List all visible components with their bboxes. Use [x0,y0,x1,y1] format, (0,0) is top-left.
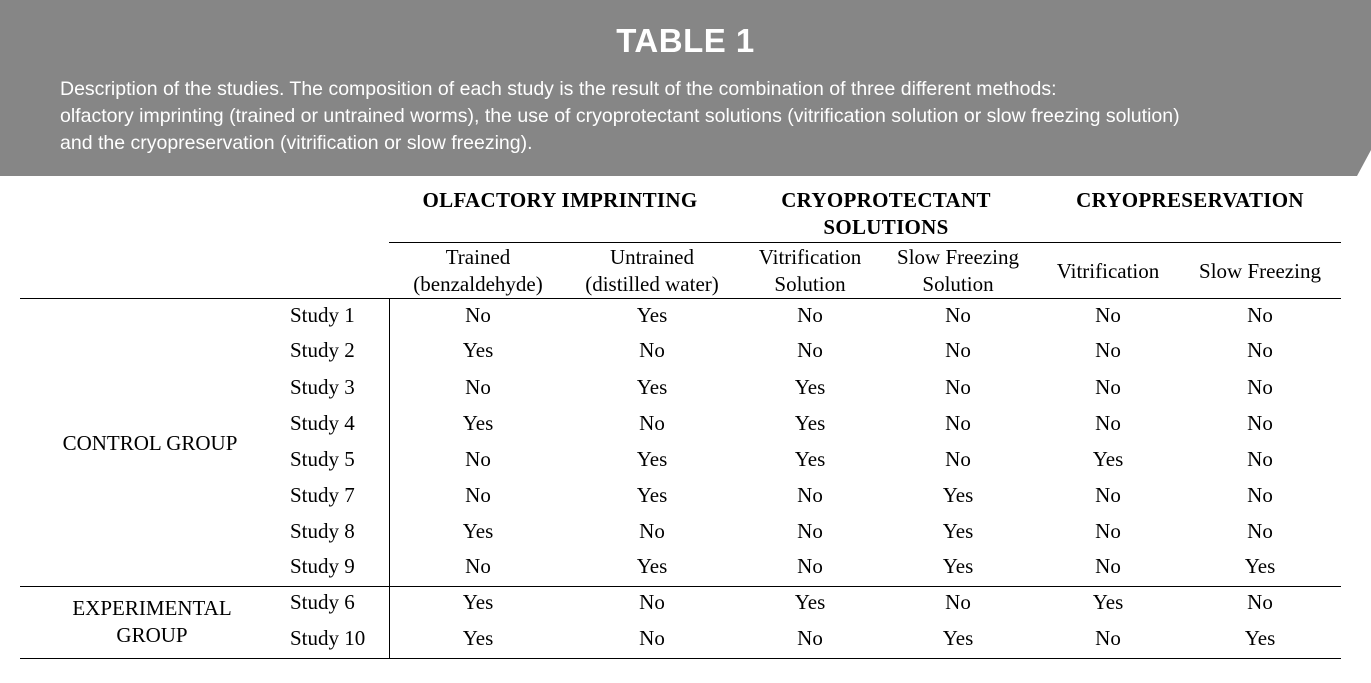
study-label: Study 5 [290,447,355,471]
banner-corner-notch [1357,150,1371,176]
table-cell: Yes [942,554,974,578]
table-cell: No [1095,554,1121,578]
table-cell: Yes [1244,554,1276,578]
column-header-vitrification-solution [742,244,878,298]
header-cryoprotectant-solutions [740,187,1032,241]
table-cell: No [1247,338,1273,362]
study-label: Study 8 [290,519,355,543]
table-cell: No [797,303,823,327]
table-cell: No [1095,375,1121,399]
table-cell: No [945,303,971,327]
table-cell: Yes [794,590,826,614]
table-cell: Yes [636,483,668,507]
table-cell: No [1247,303,1273,327]
header-line: (benzaldehyde) [413,272,543,296]
table-cell: No [1095,519,1121,543]
table-cell: No [797,554,823,578]
table-cell: No [1095,338,1121,362]
header-line: Slow Freezing [897,245,1019,269]
table-cell: No [639,626,665,650]
table-cell: Yes [462,338,494,362]
group-label-control: CONTROL GROUP [62,431,238,455]
table-cell: No [945,590,971,614]
table-cell: No [797,519,823,543]
study-label: Study 10 [290,626,366,650]
table-cell: No [1247,375,1273,399]
header-line: (distilled water) [585,272,719,296]
study-label: Study 6 [290,590,355,614]
table-cell: No [465,483,491,507]
table-caption [60,76,1350,157]
title-banner [0,0,1371,176]
study-label: Study 2 [290,338,355,362]
header-line: Solution [774,272,846,296]
table-cell: No [797,626,823,650]
table-cell: Yes [462,590,494,614]
table-cell: Yes [1244,626,1276,650]
group-label-experimental [40,595,264,649]
study-label: Study 9 [290,554,355,578]
caption-line: and the cryopreservation (vitrification or slow freezing). [60,132,533,154]
table-cell: No [639,519,665,543]
header-line: Solution [922,272,994,296]
column-header-vitrification: Vitrification [1056,259,1160,283]
table-cell: No [1095,303,1121,327]
table-cell: No [1095,411,1121,435]
table-cell: Yes [942,519,974,543]
column-header-untrained [567,244,737,298]
table-cell: Yes [462,411,494,435]
header-line: SOLUTIONS [823,215,949,239]
table-cell: Yes [462,519,494,543]
study-label: Study 4 [290,411,355,435]
table-cell: No [945,447,971,471]
table-cell: No [945,338,971,362]
table-cell: Yes [794,447,826,471]
table-cell: Yes [636,303,668,327]
table-cell: No [1247,411,1273,435]
table-cell: Yes [794,375,826,399]
table-title: TABLE 1 [616,22,755,59]
table-cell: No [639,590,665,614]
table-cell: No [797,338,823,362]
table-cell: No [945,375,971,399]
table-cell: No [945,411,971,435]
header-line: Untrained [610,245,694,269]
table-cell: Yes [1092,447,1124,471]
study-label: Study 7 [290,483,355,507]
table-cell: No [465,554,491,578]
table-cell: Yes [462,626,494,650]
table-cell: No [639,338,665,362]
table-cell: No [1247,447,1273,471]
table-cell: No [1247,519,1273,543]
header-bottom-rule [20,298,1341,299]
table-cell: No [1247,483,1273,507]
header-line: CRYOPROTECTANT [781,188,991,212]
header-line: Vitrification [758,245,862,269]
caption-line: olfactory imprinting (trained or untrained worms), the use of cryoprotectant solutions (vitrification solution or slow freezing solution) [60,105,1180,127]
table-cell: No [1247,590,1273,614]
column-header-trained [398,244,558,298]
study-label: Study 3 [290,375,355,399]
table-cell: Yes [942,626,974,650]
table-cell: No [797,483,823,507]
table-cell: No [465,303,491,327]
table-cell: No [1095,626,1121,650]
table-cell: Yes [942,483,974,507]
header-cryopreservation: CRYOPRESERVATION [1076,188,1304,212]
header-olfactory-imprinting: OLFACTORY IMPRINTING [422,188,698,212]
caption-line: Description of the studies. The composition of each study is the result of the combination of three different methods: [60,78,1057,100]
table-cell: No [465,375,491,399]
column-header-slow-freezing-solution [883,244,1033,298]
table-cell: No [639,411,665,435]
table-cell: Yes [636,447,668,471]
group-label-line: GROUP [116,623,188,647]
group-divider-rule [20,586,1341,587]
table-cell: Yes [636,554,668,578]
table-cell: No [1095,483,1121,507]
vertical-rule [389,299,390,658]
column-header-slow-freezing: Slow Freezing [1199,259,1321,283]
group-label-line: EXPERIMENTAL [72,596,232,620]
table-bottom-rule [20,658,1341,659]
table-cell: Yes [1092,590,1124,614]
table-cell: Yes [636,375,668,399]
table-cell: No [465,447,491,471]
header-line: Trained [445,245,511,269]
table-cell: Yes [794,411,826,435]
study-label: Study 1 [290,303,355,327]
header-rule [389,242,1341,243]
